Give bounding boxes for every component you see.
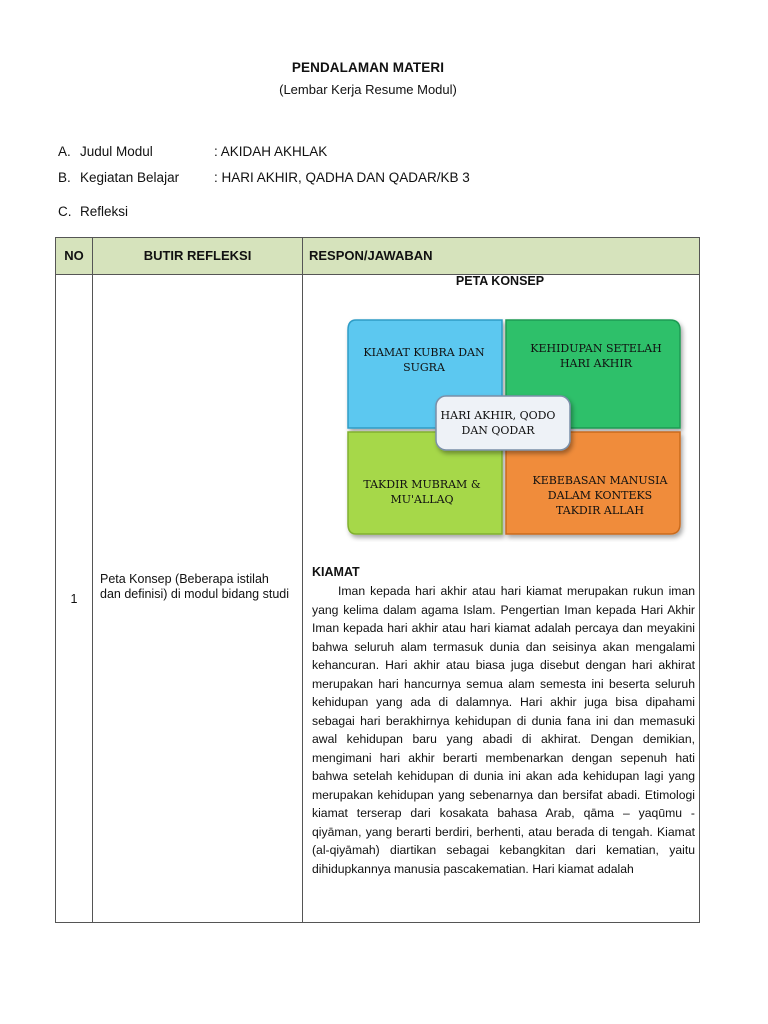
concept-bottom-right-line2: DALAM KONTEKS [547,489,653,502]
info-value: : AKIDAH AKHLAK [214,144,328,159]
info-marker: C. [58,204,72,219]
header-respon: RESPON/JAWABAN [309,248,433,263]
concept-bottom-left-line2: MU'ALLAQ [390,493,454,506]
info-marker: A. [58,144,71,159]
page-title: PENDALAMAN MATERI [291,60,445,75]
info-label: Judul Modul [80,144,153,159]
concept-top-left-line1: KIAMAT KUBRA DAN [363,346,485,359]
info-value: : HARI AKHIR, QADHA DAN QADAR/KB 3 [214,170,470,185]
concept-map [342,316,688,542]
section-heading: KIAMAT [312,565,360,579]
concept-bottom-right-line1: KEBEBASAN MANUSIA [532,474,668,487]
concept-top-left-line2: SUGRA [403,361,445,374]
concept-center [436,396,570,450]
divider [92,238,93,922]
butir-text: Peta Konsep (Beberapa istilah dan definisi) di modul bidang studi [100,572,290,601]
concept-center-line2: DAN QODAR [461,424,535,437]
info-label: Kegiatan Belajar [80,170,180,185]
peta-konsep-title: PETA KONSEP [455,274,545,288]
divider [302,238,303,922]
kiamat-paragraph [312,582,695,878]
concept-top-right-line1: KEHIDUPAN SETELAH [530,342,662,355]
concept-center-line1: HARI AKHIR, QODO [440,409,556,422]
info-label: Refleksi [80,204,129,219]
reflection-table [55,237,700,923]
header-no: NO [64,248,84,263]
concept-bottom-left-line1: TAKDIR MUBRAM & [363,478,481,491]
info-marker: B. [58,170,71,185]
page-subtitle: (Lembar Kerja Resume Modul) [279,82,457,97]
concept-top-right-line2: HARI AKHIR [559,357,633,370]
header-butir: BUTIR REFLEKSI [143,248,252,263]
concept-bottom-right-line3: TAKDIR ALLAH [556,504,644,517]
kiamat-paragraph-text: Iman kepada hari akhir atau hari kiamat merupakan rukun iman yang kelima dalam agama Islam. Pengertian Iman kepada Hari Akhir Iman kepada hari akhir atau hari kiamat adalah percaya dan meyakini bahwa seluruh alam termasuk dunia dan seisinya akan mengalami kehancuran. Hari akhir atau biasa juga disebut dengan hari akhirat merupakan hari hancurnya semua alam semesta ini beserta seluruh kehidupan yang ada di dalamnya. Hari akhir juga bisa dipahami sebagai hari berakhirnya kehidupan di dunia fana ini dan memasuki awal kehidupan baru yang abadi di akhirat. Dengan demikian, mengimani hari akhir berarti membenarkan dengan sepenuh hati bahwa setelah kehidupan di dunia ini akan ada kehidupan lagi yang merupakan kehidupan yang sebenarnya dan bersifat abadi. Etimologi kiamat terserap dari kosakata bahasa Arab, qāma – yaqūmu - qiyāman, yang berarti berdiri, berhenti, atau berada di tengah. Kiamat (al-qiyāmah) diartikan sebagai kebangkitan dari kematian, yaitu dihidupkannya manusia pascakematian. Hari kiamat adalah [312,584,695,876]
row-number: 1 [70,592,78,606]
